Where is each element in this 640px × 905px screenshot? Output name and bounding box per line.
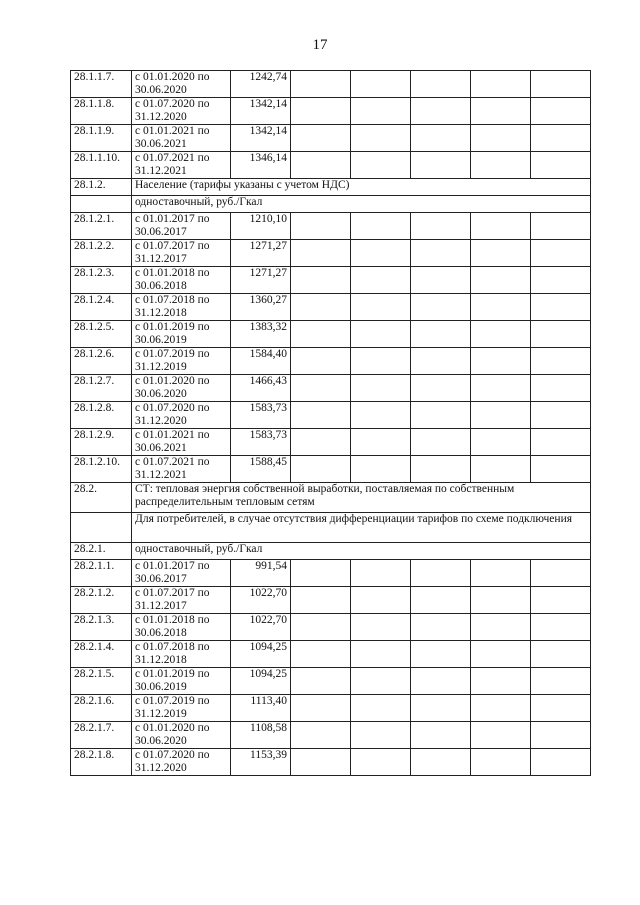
empty-cell — [531, 560, 591, 587]
empty-cell — [531, 213, 591, 240]
row-tariff-value: 1584,40 — [231, 348, 291, 375]
empty-cell — [411, 456, 471, 483]
empty-cell — [471, 240, 531, 267]
empty-cell — [471, 125, 531, 152]
empty-cell — [471, 722, 531, 749]
row-tariff-value: 1094,25 — [231, 641, 291, 668]
empty-cell — [351, 456, 411, 483]
row-code: 28.2.1.8. — [71, 749, 132, 776]
empty-cell — [531, 125, 591, 152]
row-period: с 01.01.2018 по 30.06.2018 — [132, 614, 231, 641]
row-period: с 01.01.2017 по 30.06.2017 — [132, 560, 231, 587]
empty-cell — [471, 695, 531, 722]
empty-cell — [411, 560, 471, 587]
row-period: с 01.07.2020 по 31.12.2020 — [132, 402, 231, 429]
empty-cell — [471, 560, 531, 587]
table-row — [71, 294, 591, 321]
row-tariff-value: 1113,40 — [231, 695, 291, 722]
row-code: 28.1.1.8. — [71, 98, 132, 125]
empty-cell — [411, 375, 471, 402]
empty-cell — [531, 240, 591, 267]
row-tariff-value: 1094,25 — [231, 668, 291, 695]
empty-cell — [351, 321, 411, 348]
row-period: с 01.07.2019 по 31.12.2019 — [132, 348, 231, 375]
empty-cell — [351, 294, 411, 321]
table-row — [71, 213, 591, 240]
empty-cell — [471, 668, 531, 695]
empty-cell — [351, 152, 411, 179]
row-code: 28.2.1. — [71, 543, 132, 560]
row-code: 28.2.1.1. — [71, 560, 132, 587]
row-tariff-value: 1588,45 — [231, 456, 291, 483]
row-period: с 01.01.2017 по 30.06.2017 — [132, 213, 231, 240]
empty-cell — [471, 429, 531, 456]
empty-cell — [291, 294, 351, 321]
empty-cell — [411, 152, 471, 179]
row-code: 28.1.2.10. — [71, 456, 132, 483]
empty-cell — [291, 321, 351, 348]
row-period: с 01.07.2021 по 31.12.2021 — [132, 152, 231, 179]
empty-cell — [291, 152, 351, 179]
empty-cell — [411, 294, 471, 321]
row-tariff-value: 1583,73 — [231, 429, 291, 456]
empty-cell — [531, 668, 591, 695]
empty-cell — [531, 375, 591, 402]
row-period: с 01.07.2019 по 31.12.2019 — [132, 695, 231, 722]
empty-cell — [351, 348, 411, 375]
empty-cell — [351, 125, 411, 152]
row-code: 28.2.1.6. — [71, 695, 132, 722]
empty-cell — [471, 213, 531, 240]
row-period: с 01.01.2021 по 30.06.2021 — [132, 429, 231, 456]
empty-cell — [351, 267, 411, 294]
row-period: с 01.07.2018 по 31.12.2018 — [132, 294, 231, 321]
table-row — [71, 641, 591, 668]
table-row — [71, 71, 591, 98]
row-period: с 01.01.2021 по 30.06.2021 — [132, 125, 231, 152]
row-tariff-value: 1271,27 — [231, 267, 291, 294]
row-code: 28.1.2.8. — [71, 402, 132, 429]
empty-cell — [291, 71, 351, 98]
empty-cell — [531, 587, 591, 614]
empty-cell — [471, 71, 531, 98]
empty-cell — [291, 722, 351, 749]
table-row — [71, 614, 591, 641]
row-code: 28.2.1.2. — [71, 587, 132, 614]
empty-cell — [411, 71, 471, 98]
row-period: с 01.07.2018 по 31.12.2018 — [132, 641, 231, 668]
row-period: с 01.01.2018 по 30.06.2018 — [132, 267, 231, 294]
empty-cell — [291, 587, 351, 614]
row-code: 28.2.1.3. — [71, 614, 132, 641]
empty-cell — [411, 402, 471, 429]
table-row — [71, 513, 591, 543]
empty-cell — [531, 722, 591, 749]
empty-cell — [351, 614, 411, 641]
row-code — [71, 196, 132, 213]
empty-cell — [291, 560, 351, 587]
table-row — [71, 348, 591, 375]
empty-cell — [531, 152, 591, 179]
row-code: 28.1.1.7. — [71, 71, 132, 98]
empty-cell — [291, 456, 351, 483]
empty-cell — [351, 402, 411, 429]
row-code: 28.1.2.9. — [71, 429, 132, 456]
empty-cell — [411, 641, 471, 668]
table-row — [71, 196, 591, 213]
empty-cell — [531, 321, 591, 348]
empty-cell — [291, 695, 351, 722]
row-code: 28.1.2.7. — [71, 375, 132, 402]
empty-cell — [351, 722, 411, 749]
empty-cell — [351, 429, 411, 456]
empty-cell — [531, 695, 591, 722]
table-row — [71, 587, 591, 614]
empty-cell — [531, 267, 591, 294]
empty-cell — [411, 125, 471, 152]
row-tariff-value: 1346,14 — [231, 152, 291, 179]
empty-cell — [471, 614, 531, 641]
empty-cell — [531, 641, 591, 668]
row-code — [71, 513, 132, 543]
empty-cell — [411, 587, 471, 614]
row-code: 28.2.1.5. — [71, 668, 132, 695]
row-period: с 01.01.2019 по 30.06.2019 — [132, 668, 231, 695]
empty-cell — [291, 125, 351, 152]
empty-cell — [291, 375, 351, 402]
empty-cell — [531, 294, 591, 321]
empty-cell — [411, 348, 471, 375]
row-period: с 01.01.2020 по 30.06.2020 — [132, 375, 231, 402]
empty-cell — [291, 267, 351, 294]
row-tariff-value: 991,54 — [231, 560, 291, 587]
row-code: 28.1.1.10. — [71, 152, 132, 179]
row-code: 28.1.2.6. — [71, 348, 132, 375]
empty-cell — [531, 429, 591, 456]
row-period: с 01.07.2017 по 31.12.2017 — [132, 240, 231, 267]
empty-cell — [351, 749, 411, 776]
empty-cell — [471, 98, 531, 125]
empty-cell — [351, 641, 411, 668]
table-row — [71, 98, 591, 125]
empty-cell — [351, 668, 411, 695]
row-section-heading: Для потребителей, в случае отсутствия дифференциации тарифов по схеме подключения — [132, 513, 591, 543]
row-code: 28.1.2.4. — [71, 294, 132, 321]
row-tariff-value: 1466,43 — [231, 375, 291, 402]
empty-cell — [471, 375, 531, 402]
empty-cell — [291, 98, 351, 125]
row-tariff-value: 1022,70 — [231, 587, 291, 614]
empty-cell — [351, 587, 411, 614]
row-period: с 01.07.2017 по 31.12.2017 — [132, 587, 231, 614]
table-row — [71, 695, 591, 722]
row-code: 28.2.1.4. — [71, 641, 132, 668]
row-section-heading: одноставочный, руб./Гкал — [132, 196, 591, 213]
row-code: 28.1.2.3. — [71, 267, 132, 294]
empty-cell — [471, 641, 531, 668]
table-row — [71, 749, 591, 776]
table-row — [71, 483, 591, 513]
row-code: 28.1.1.9. — [71, 125, 132, 152]
table-row — [71, 543, 591, 560]
empty-cell — [471, 456, 531, 483]
empty-cell — [531, 749, 591, 776]
row-tariff-value: 1342,14 — [231, 98, 291, 125]
empty-cell — [531, 456, 591, 483]
row-section-heading: СТ: тепловая энергия собственной выработки, поставляемая по собственным распределительным тепловым сетям — [132, 483, 591, 513]
row-period: с 01.01.2020 по 30.06.2020 — [132, 71, 231, 98]
empty-cell — [291, 213, 351, 240]
table-row — [71, 429, 591, 456]
empty-cell — [531, 98, 591, 125]
empty-cell — [351, 98, 411, 125]
row-tariff-value: 1153,39 — [231, 749, 291, 776]
empty-cell — [471, 267, 531, 294]
row-period: с 01.07.2020 по 31.12.2020 — [132, 749, 231, 776]
row-code: 28.1.2.5. — [71, 321, 132, 348]
empty-cell — [291, 402, 351, 429]
row-code: 28.1.2.2. — [71, 240, 132, 267]
table-row — [71, 456, 591, 483]
row-code: 28.1.2. — [71, 179, 132, 196]
empty-cell — [471, 348, 531, 375]
empty-cell — [411, 98, 471, 125]
empty-cell — [471, 294, 531, 321]
table-row — [71, 152, 591, 179]
row-tariff-value: 1242,74 — [231, 71, 291, 98]
row-code: 28.2. — [71, 483, 132, 513]
page-number: 17 — [312, 37, 328, 53]
empty-cell — [531, 348, 591, 375]
empty-cell — [291, 749, 351, 776]
table-row — [71, 375, 591, 402]
row-tariff-value: 1383,32 — [231, 321, 291, 348]
empty-cell — [411, 695, 471, 722]
table-row — [71, 267, 591, 294]
empty-cell — [351, 71, 411, 98]
empty-cell — [471, 402, 531, 429]
tariff-table — [70, 70, 591, 776]
empty-cell — [291, 240, 351, 267]
table-row — [71, 668, 591, 695]
empty-cell — [471, 321, 531, 348]
row-tariff-value: 1022,70 — [231, 614, 291, 641]
empty-cell — [411, 668, 471, 695]
empty-cell — [351, 695, 411, 722]
empty-cell — [411, 321, 471, 348]
empty-cell — [351, 560, 411, 587]
table-row — [71, 402, 591, 429]
empty-cell — [411, 722, 471, 749]
row-tariff-value: 1271,27 — [231, 240, 291, 267]
empty-cell — [411, 267, 471, 294]
table-row — [71, 125, 591, 152]
row-section-heading: Население (тарифы указаны с учетом НДС) — [132, 179, 591, 196]
empty-cell — [411, 749, 471, 776]
row-section-heading: одноставочный, руб./Гкал — [132, 543, 591, 560]
table-row — [71, 560, 591, 587]
row-code: 28.1.2.1. — [71, 213, 132, 240]
empty-cell — [531, 402, 591, 429]
row-period: с 01.01.2020 по 30.06.2020 — [132, 722, 231, 749]
empty-cell — [291, 668, 351, 695]
empty-cell — [291, 641, 351, 668]
empty-cell — [471, 749, 531, 776]
table-row — [71, 240, 591, 267]
empty-cell — [291, 429, 351, 456]
tariff-table-body — [71, 71, 591, 776]
row-tariff-value: 1360,27 — [231, 294, 291, 321]
empty-cell — [411, 240, 471, 267]
empty-cell — [531, 614, 591, 641]
empty-cell — [411, 429, 471, 456]
row-period: с 01.01.2019 по 30.06.2019 — [132, 321, 231, 348]
row-tariff-value: 1108,58 — [231, 722, 291, 749]
empty-cell — [411, 614, 471, 641]
row-tariff-value: 1342,14 — [231, 125, 291, 152]
empty-cell — [291, 348, 351, 375]
empty-cell — [351, 375, 411, 402]
table-row — [71, 722, 591, 749]
empty-cell — [411, 213, 471, 240]
empty-cell — [351, 213, 411, 240]
empty-cell — [471, 587, 531, 614]
row-tariff-value: 1210,10 — [231, 213, 291, 240]
row-tariff-value: 1583,73 — [231, 402, 291, 429]
empty-cell — [351, 240, 411, 267]
table-row — [71, 321, 591, 348]
empty-cell — [291, 614, 351, 641]
table-row — [71, 179, 591, 196]
row-code: 28.2.1.7. — [71, 722, 132, 749]
empty-cell — [471, 152, 531, 179]
empty-cell — [531, 71, 591, 98]
row-period: с 01.07.2020 по 31.12.2020 — [132, 98, 231, 125]
row-period: с 01.07.2021 по 31.12.2021 — [132, 456, 231, 483]
